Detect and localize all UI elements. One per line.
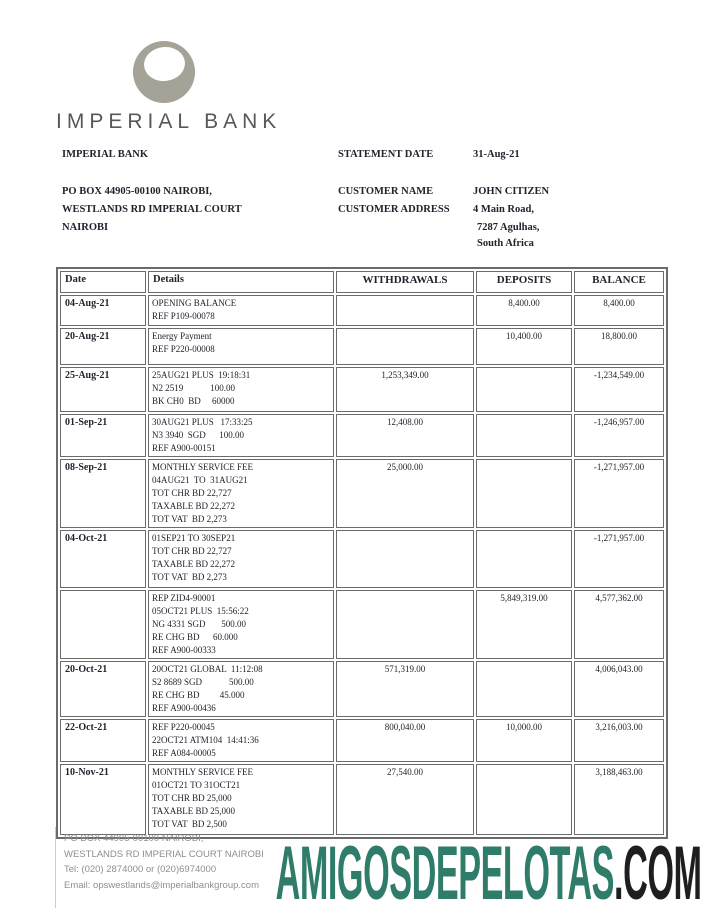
table-row: [60, 530, 664, 588]
table-row: [60, 459, 664, 528]
transaction-balance: -1,271,957.00: [574, 530, 664, 588]
table-row: [60, 295, 664, 326]
footer-contact-block: [64, 831, 264, 893]
table-row: [60, 661, 664, 717]
footer-email: Email: opswestlands@imperialbankgroup.com: [64, 879, 259, 891]
customer-address-line-1: 4 Main Road,: [473, 204, 534, 215]
watermark-primary: AMIGOSDEPELOTAS: [276, 831, 615, 916]
footer-address-line-2: WESTLANDS RD IMPERIAL COURT NAIROBI: [64, 848, 264, 860]
table-row: [60, 590, 664, 659]
transaction-date: 25-Aug-21: [60, 367, 146, 412]
transaction-withdrawals: [336, 295, 474, 326]
transaction-balance: -1,246,957.00: [574, 414, 664, 457]
customer-name-label: CUSTOMER NAME: [338, 186, 434, 197]
statement-date-label: STATEMENT DATE: [338, 149, 434, 160]
transaction-deposits: [476, 530, 572, 588]
transaction-date: 01-Sep-21: [60, 414, 146, 457]
transaction-deposits: [476, 459, 572, 528]
table-row: [60, 764, 664, 835]
footer-phone: Tel: (020) 2874000 or (020)6974000: [64, 864, 217, 875]
transaction-withdrawals: 25,000.00: [336, 459, 474, 528]
customer-name-value: JOHN CITIZEN: [473, 186, 550, 197]
bank-address-line-2: WESTLANDS RD IMPERIAL COURT: [62, 204, 242, 215]
transaction-date: 04-Aug-21: [60, 295, 146, 326]
customer-address-label: CUSTOMER ADDRESS: [338, 204, 450, 215]
transaction-details: OPENING BALANCE REF P109-00078: [148, 295, 334, 326]
transaction-deposits: [476, 414, 572, 457]
table-row: [60, 414, 664, 457]
table-header-row: [60, 271, 664, 293]
transaction-details: REF P220-00045 22OCT21 ATM104 14:41:36 REF A084-00005: [148, 719, 334, 762]
transaction-withdrawals: [336, 590, 474, 659]
transaction-balance: 4,006,043.00: [574, 661, 664, 717]
watermark-suffix: .COM: [614, 831, 702, 916]
imperial-bank-logo-icon: [133, 41, 195, 103]
transaction-details: 01SEP21 TO 30SEP21 TOT CHR BD 22,727 TAXABLE BD 22,272 TOT VAT BD 2,273: [148, 530, 334, 588]
transaction-withdrawals: [336, 530, 474, 588]
transaction-date: 08-Sep-21: [60, 459, 146, 528]
transaction-deposits: [476, 367, 572, 412]
transaction-details: Energy Payment REF P220-00008: [148, 328, 334, 365]
transaction-balance: -1,234,549.00: [574, 367, 664, 412]
transaction-date: [60, 590, 146, 659]
column-header-balance: BALANCE: [574, 271, 664, 293]
bank-address-line-3: NAIROBI: [62, 222, 109, 233]
transaction-details: 30AUG21 PLUS 17:33:25 N3 3940 SGD 100.00 REF A900-00151: [148, 414, 334, 457]
transaction-deposits: [476, 661, 572, 717]
table-row: [60, 367, 664, 412]
transaction-details: MONTHLY SERVICE FEE 01OCT21 TO 31OCT21 TOT CHR BD 25,000 TAXABLE BD 25,000 TOT VAT BD 2,500: [148, 764, 334, 835]
transaction-withdrawals: 800,040.00: [336, 719, 474, 762]
customer-address-line-2: 7287 Agulhas,: [477, 222, 540, 233]
transaction-date: 22-Oct-21: [60, 719, 146, 762]
column-header-date: Date: [60, 271, 146, 293]
transaction-balance: 3,216,003.00: [574, 719, 664, 762]
watermark: [276, 831, 702, 916]
transaction-balance: 18,800.00: [574, 328, 664, 365]
transaction-date: 20-Oct-21: [60, 661, 146, 717]
transactions-table: [56, 267, 668, 839]
column-header-deposits: DEPOSITS: [476, 271, 572, 293]
transaction-details: MONTHLY SERVICE FEE 04AUG21 TO 31AUG21 TOT CHR BD 22,727 TAXABLE BD 22,272 TOT VAT BD 2,273: [148, 459, 334, 528]
bank-name: IMPERIAL BANK: [62, 149, 149, 160]
transaction-withdrawals: 571,319.00: [336, 661, 474, 717]
transaction-details: REP ZID4-90001 05OCT21 PLUS 15:56:22 NG 4331 SGD 500.00 RE CHG BD 60.000 REF A900-00333: [148, 590, 334, 659]
transaction-deposits: 5,849,319.00: [476, 590, 572, 659]
transaction-deposits: 8,400.00: [476, 295, 572, 326]
transaction-deposits: 10,400.00: [476, 328, 572, 365]
footer-address-line-1: PO BOX 44905-00100 NAIROBI,: [64, 833, 204, 844]
transaction-balance: 8,400.00: [574, 295, 664, 326]
table-row: [60, 719, 664, 762]
transaction-withdrawals: 27,540.00: [336, 764, 474, 835]
transaction-deposits: [476, 764, 572, 835]
transaction-balance: 3,188,463.00: [574, 764, 664, 835]
transaction-date: 04-Oct-21: [60, 530, 146, 588]
transaction-balance: 4,577,362.00: [574, 590, 664, 659]
column-header-withdrawals: WITHDRAWALS: [336, 271, 474, 293]
column-header-details: Details: [148, 271, 334, 293]
logo-hole-shape: [142, 45, 186, 83]
transaction-withdrawals: 12,408.00: [336, 414, 474, 457]
footer-divider: [55, 827, 56, 908]
table-row: [60, 328, 664, 365]
transaction-details: 20OCT21 GLOBAL 11:12:08 S2 8689 SGD 500.00 RE CHG BD 45.000 REF A900-00436: [148, 661, 334, 717]
transaction-balance: -1,271,957.00: [574, 459, 664, 528]
transaction-withdrawals: [336, 328, 474, 365]
transaction-withdrawals: 1,253,349.00: [336, 367, 474, 412]
transaction-details: 25AUG21 PLUS 19:18:31 N2 2519 100.00 BK CH0 BD 60000: [148, 367, 334, 412]
transaction-date: 20-Aug-21: [60, 328, 146, 365]
bank-address-line-1: PO BOX 44905-00100 NAIROBI,: [62, 186, 212, 197]
transaction-date: 10-Nov-21: [60, 764, 146, 835]
logo-brand-text: IMPERIAL BANK: [56, 110, 282, 133]
transaction-deposits: 10,000.00: [476, 719, 572, 762]
statement-date-value: 31-Aug-21: [473, 149, 520, 160]
customer-address-line-3: South Africa: [477, 238, 534, 249]
